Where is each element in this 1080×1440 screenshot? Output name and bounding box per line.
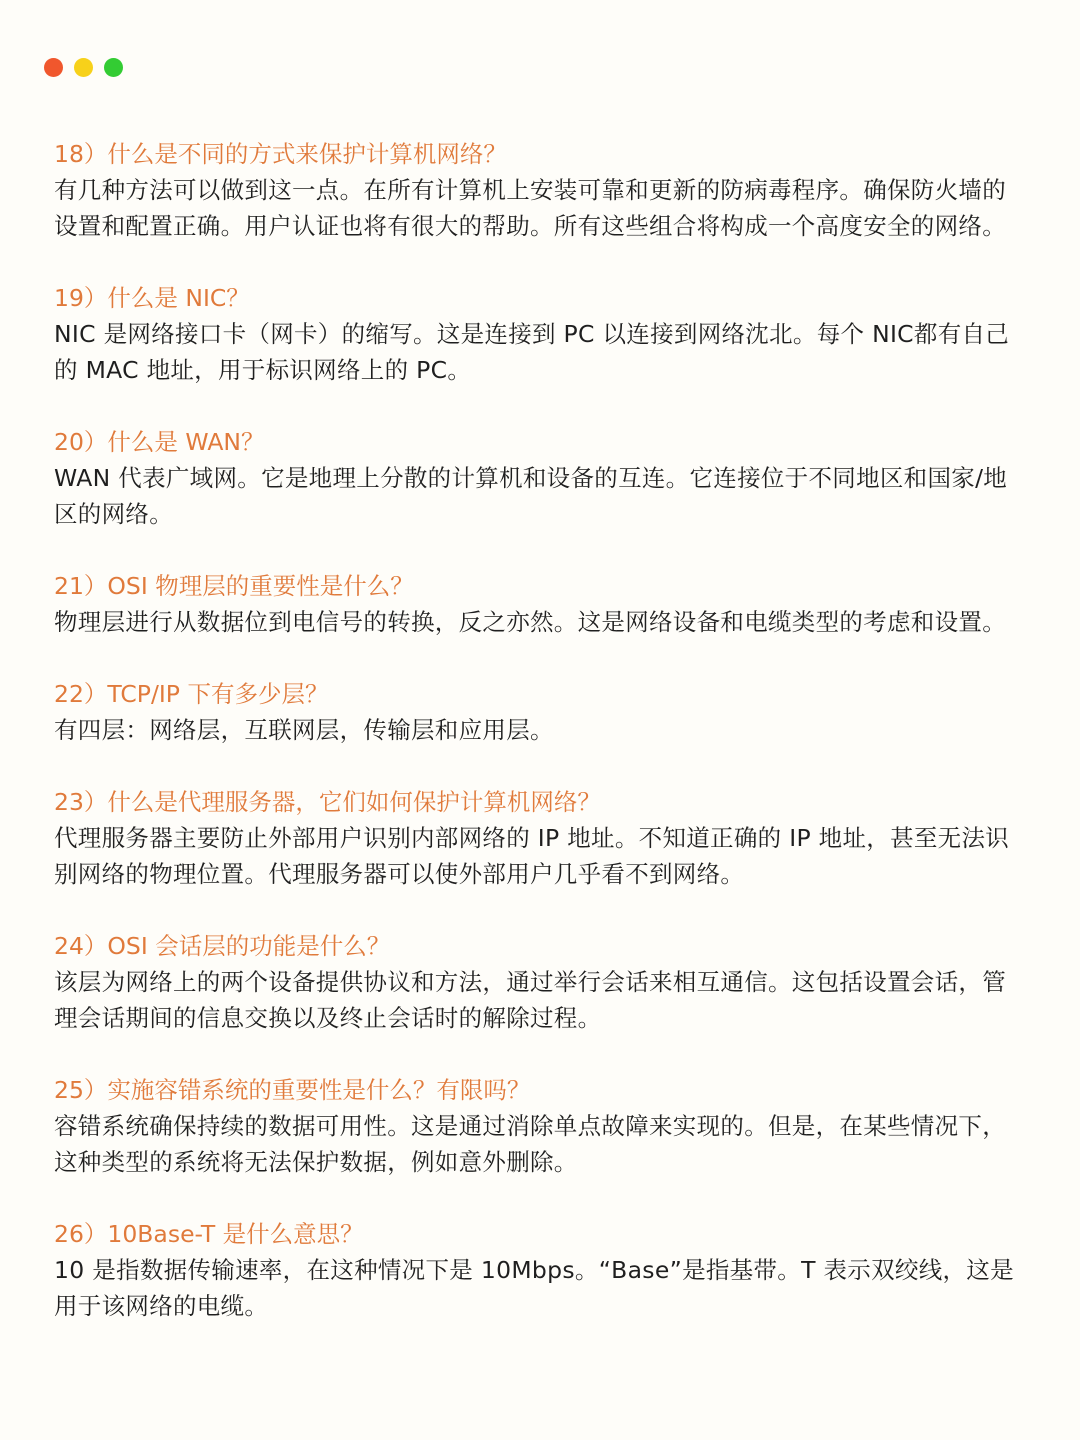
- answer-text: 10 是指数据传输速率，在这种情况下是 10Mbps。“Base”是指基带。T 表示双绞线，这是用于该网络的电缆。: [54, 1256, 1014, 1320]
- qa-item-19: [54, 280, 1026, 388]
- answer-text: WAN 代表广域网。它是地理上分散的计算机和设备的互连。它连接位于不同地区和国家/地区的网络。: [54, 464, 1008, 528]
- answer-text: NIC 是网络接口卡（网卡）的缩写。这是连接到 PC 以连接到网络沈北。每个 NIC都有自己的 MAC 地址，用于标识网络上的 PC。: [54, 320, 1010, 384]
- question-heading: 18）什么是不同的方式来保护计算机网络？: [54, 140, 507, 168]
- qa-item-23: [54, 784, 1026, 892]
- question-heading: 21）OSI 物理层的重要性是什么？: [54, 572, 414, 600]
- question-heading: 19）什么是 NIC？: [54, 284, 250, 312]
- qa-item-21: [54, 568, 1026, 640]
- qa-item-22: [54, 676, 1026, 748]
- answer-text: 容错系统确保持续的数据可用性。这是通过消除单点故障来实现的。但是，在某些情况下，这种类型的系统将无法保护数据，例如意外删除。: [54, 1112, 1006, 1176]
- question-heading: 23）什么是代理服务器，它们如何保护计算机网络？: [54, 788, 601, 816]
- question-heading: 20）什么是 WAN？: [54, 428, 265, 456]
- close-dot-icon: [44, 58, 63, 77]
- qa-item-24: [54, 928, 1026, 1036]
- answer-text: 有四层：网络层，互联网层，传输层和应用层。: [54, 716, 554, 744]
- maximize-dot-icon: [104, 58, 123, 77]
- qa-item-25: [54, 1072, 1026, 1180]
- minimize-dot-icon: [74, 58, 93, 77]
- qa-item-26: [54, 1216, 1026, 1324]
- question-heading: 22）TCP/IP 下有多少层？: [54, 680, 329, 708]
- question-heading: 26）10Base-T 是什么意思？: [54, 1220, 364, 1248]
- answer-text: 有几种方法可以做到这一点。在所有计算机上安装可靠和更新的防病毒程序。确保防火墙的设置和配置正确。用户认证也将有很大的帮助。所有这些组合将构成一个高度安全的网络。: [54, 176, 1006, 240]
- qa-item-18: [54, 136, 1026, 244]
- answer-text: 该层为网络上的两个设备提供协议和方法，通过举行会话来相互通信。这包括设置会话，管理会话期间的信息交换以及终止会话时的解除过程。: [54, 968, 1006, 1032]
- qa-list: [54, 136, 1026, 1360]
- question-heading: 25）实施容错系统的重要性是什么？有限吗？: [54, 1076, 531, 1104]
- answer-text: 代理服务器主要防止外部用户识别内部网络的 IP 地址。不知道正确的 IP 地址，甚至无法识别网络的物理位置。代理服务器可以使外部用户几乎看不到网络。: [54, 824, 1010, 888]
- answer-text: 物理层进行从数据位到电信号的转换，反之亦然。这是网络设备和电缆类型的考虑和设置。: [54, 608, 1006, 636]
- question-heading: 24）OSI 会话层的功能是什么？: [54, 932, 391, 960]
- qa-item-20: [54, 424, 1026, 532]
- window-controls: [44, 58, 123, 77]
